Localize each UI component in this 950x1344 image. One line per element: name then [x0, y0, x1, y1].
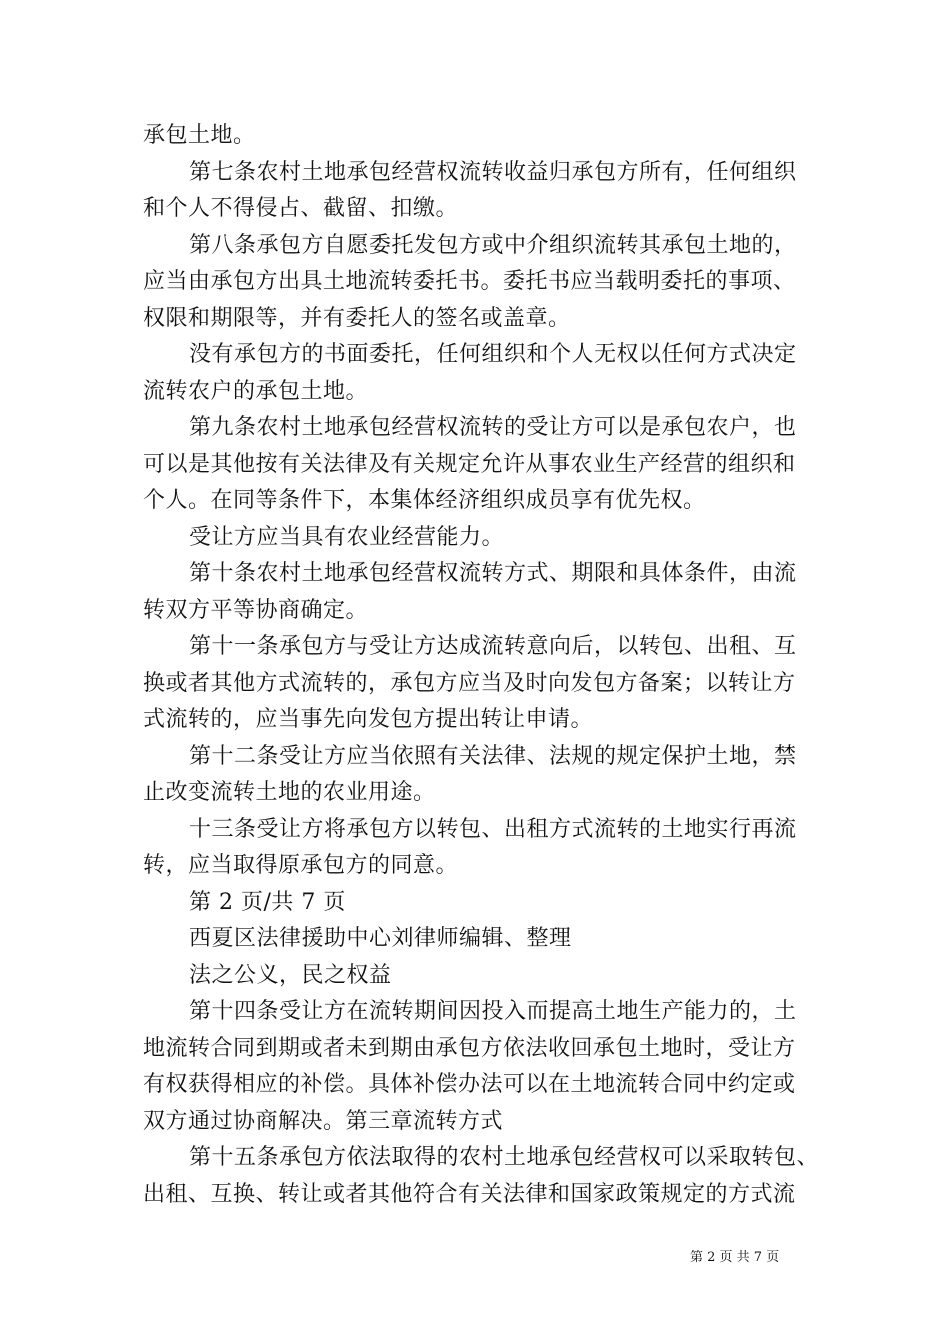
text-line: 第八条承包方自愿委托发包方或中介组织流转其承包土地的，	[189, 232, 797, 258]
text-line: 转，应当取得原承包方的同意。	[143, 853, 459, 878]
text-line: 第十四条受让方在流转期间因投入而提高土地生产能力的，土	[189, 999, 797, 1024]
text-line: 双方通过协商解决。第三章流转方式	[143, 1108, 504, 1134]
text-line: 换或者其他方式流转的，承包方应当及时向发包方备案；以转让方	[143, 670, 796, 696]
text-line: 转双方平等协商确定。	[143, 597, 369, 623]
text-line: 止改变流转土地的农业用途。	[143, 780, 436, 805]
page-footer: 第 2 页 共 7 页	[690, 1250, 780, 1265]
text-line: 地流转合同到期或者未到期由承包方依法收回承包土地时，受让方	[143, 1035, 796, 1061]
text-line: 没有承包方的书面委托，任何组织和个人无权以任何方式决定	[189, 342, 797, 367]
text-line: 可以是其他按有关法律及有关规定允许从事农业生产经营的组织和	[143, 451, 796, 477]
text-line: 受让方应当具有农业经营能力。	[189, 524, 505, 550]
text-line: 西夏区法律援助中心刘律师编辑、整理	[189, 926, 572, 951]
text-line: 流转农户的承包土地。	[143, 378, 369, 404]
text-line: 承包土地。	[143, 123, 256, 148]
text-line: 第 2 页/共 7 页	[189, 889, 346, 915]
text-line: 出租、互换、转让或者其他符合有关法律和国家政策规定的方式流	[143, 1181, 796, 1207]
text-line: 和个人不得侵占、截留、扣缴。	[143, 196, 459, 221]
text-line: 第十条农村土地承包经营权流转方式、期限和具体条件，由流	[189, 561, 797, 586]
text-line: 权限和期限等，并有委托人的签名或盖章。	[143, 305, 571, 331]
text-line: 第十二条受让方应当依照有关法律、法规的规定保护土地，禁	[189, 743, 797, 769]
text-line: 第十一条承包方与受让方达成流转意向后，以转包、出租、互	[189, 634, 797, 659]
text-line: 第七条农村土地承包经营权流转收益归承包方所有，任何组织	[189, 159, 797, 185]
text-line: 第九条农村土地承包经营权流转的受让方可以是承包农户，也	[189, 415, 797, 440]
text-line: 有权获得相应的补偿。具体补偿办法可以在土地流转合同中约定或	[143, 1072, 796, 1097]
text-line: 应当由承包方出具土地流转委托书。委托书应当载明委托的事项、	[143, 269, 796, 294]
text-line: 法之公义，民之权益	[189, 962, 392, 988]
text-line: 第十五条承包方依法取得的农村土地承包经营权可以采取转包、	[189, 1145, 820, 1170]
text-line: 个人。在同等条件下，本集体经济组织成员享有优先权。	[143, 488, 706, 513]
document-body	[143, 118, 823, 1213]
text-line: 式流转的，应当事先向发包方提出转让申请。	[143, 707, 594, 732]
text-line: 十三条受让方将承包方以转包、出租方式流转的土地实行再流	[189, 816, 797, 842]
